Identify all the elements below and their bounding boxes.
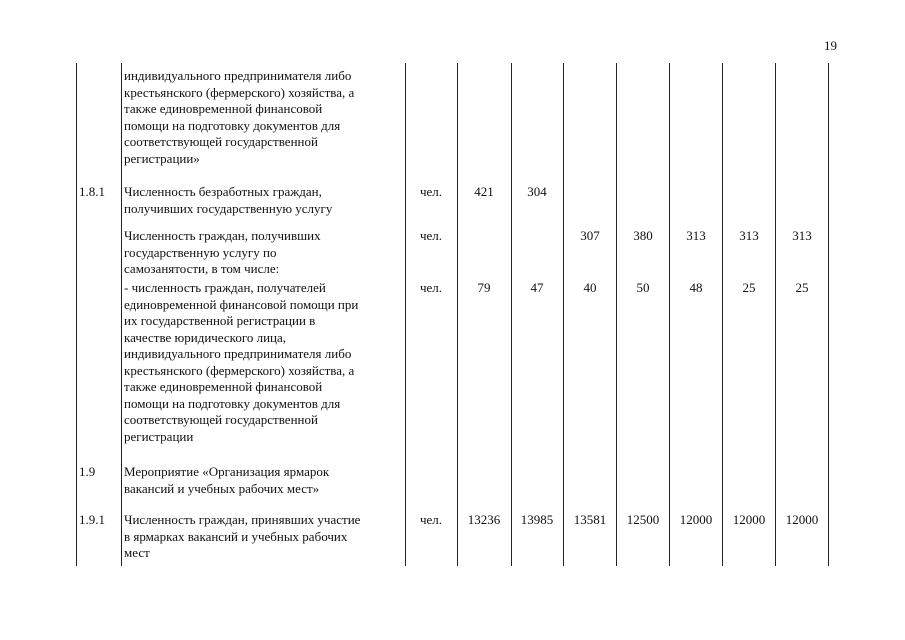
row-description [124, 464, 404, 497]
column-divider [669, 63, 670, 566]
description-line: помощи на подготовку документов для [124, 117, 341, 133]
value-cell: 25 [742, 280, 756, 295]
page-number: 19 [824, 38, 837, 53]
value-cell: 48 [689, 280, 703, 295]
row-number: 1.9 [79, 464, 96, 479]
row-description [124, 184, 404, 217]
row-description [124, 68, 404, 167]
row-description [124, 280, 404, 445]
column-divider [457, 63, 458, 566]
value-cell: 421 [474, 184, 494, 199]
description-line: регистрации [124, 428, 194, 444]
value-cell: 307 [580, 228, 600, 243]
description-line: мест [124, 545, 150, 560]
value-cell: 313 [792, 228, 812, 243]
description-line: Численность безработных граждан, [124, 184, 322, 199]
description-line: вакансий и учебных рабочих мест» [124, 480, 320, 496]
column-divider [511, 63, 512, 566]
column-divider [563, 63, 564, 566]
value-cell: 13985 [520, 512, 554, 527]
value-cell: 79 [477, 280, 491, 295]
value-cell: 380 [633, 228, 653, 243]
description-line: крестьянского (фермерского) хозяйства, а [124, 84, 355, 100]
value-cell: 313 [739, 228, 759, 243]
description-line: индивидуального предпринимателя либо [124, 346, 352, 361]
value-cell: 12000 [732, 512, 766, 527]
column-divider [722, 63, 723, 566]
value-cell: 12000 [679, 512, 713, 527]
value-cell: 25 [795, 280, 809, 295]
column-divider [616, 63, 617, 566]
description-line: помощи на подготовку документов для [124, 395, 341, 411]
column-divider [405, 63, 406, 566]
value-cell: 313 [686, 228, 706, 243]
value-cell: 50 [636, 280, 650, 295]
description-line: единовременной финансовой помощи при [124, 296, 359, 312]
description-line: Численность граждан, принявших участие [124, 512, 361, 527]
row-unit: чел. [419, 184, 443, 199]
description-line: - численность граждан, получателей [124, 280, 326, 295]
row-description [124, 228, 404, 278]
value-cell: 13236 [467, 512, 501, 527]
description-line: также единовременной финансовой [124, 379, 323, 394]
column-divider [775, 63, 776, 566]
row-unit: чел. [419, 228, 443, 243]
column-divider [121, 63, 122, 566]
value-cell: 12000 [785, 512, 819, 527]
value-cell: 47 [530, 280, 544, 295]
description-line: соответствующей государственной [124, 412, 318, 427]
value-cell: 40 [583, 280, 597, 295]
description-line: получивших государственную услугу [124, 200, 333, 216]
description-line: также единовременной финансовой [124, 101, 323, 116]
description-line: государственную услугу по [124, 244, 277, 260]
description-line: в ярмарках вакансий и учебных рабочих [124, 528, 348, 544]
row-unit: чел. [419, 280, 443, 295]
description-line: регистрации» [124, 150, 200, 166]
column-divider [828, 63, 829, 566]
description-line: самозанятости, в том числе: [124, 261, 280, 276]
value-cell: 304 [527, 184, 547, 199]
row-description [124, 512, 404, 562]
description-line: Численность граждан, получивших [124, 228, 321, 243]
description-line: соответствующей государственной [124, 134, 318, 149]
column-divider [76, 63, 77, 566]
value-cell: 12500 [626, 512, 660, 527]
row-unit: чел. [419, 512, 443, 527]
description-line: индивидуального предпринимателя либо [124, 68, 352, 83]
row-number: 1.8.1 [79, 184, 105, 199]
value-cell: 13581 [573, 512, 607, 527]
description-line: качестве юридического лица, [124, 329, 287, 345]
row-number: 1.9.1 [79, 512, 105, 527]
description-line: Мероприятие «Организация ярмарок [124, 464, 330, 479]
description-line: их государственной регистрации в [124, 313, 316, 328]
description-line: крестьянского (фермерского) хозяйства, а [124, 362, 355, 378]
